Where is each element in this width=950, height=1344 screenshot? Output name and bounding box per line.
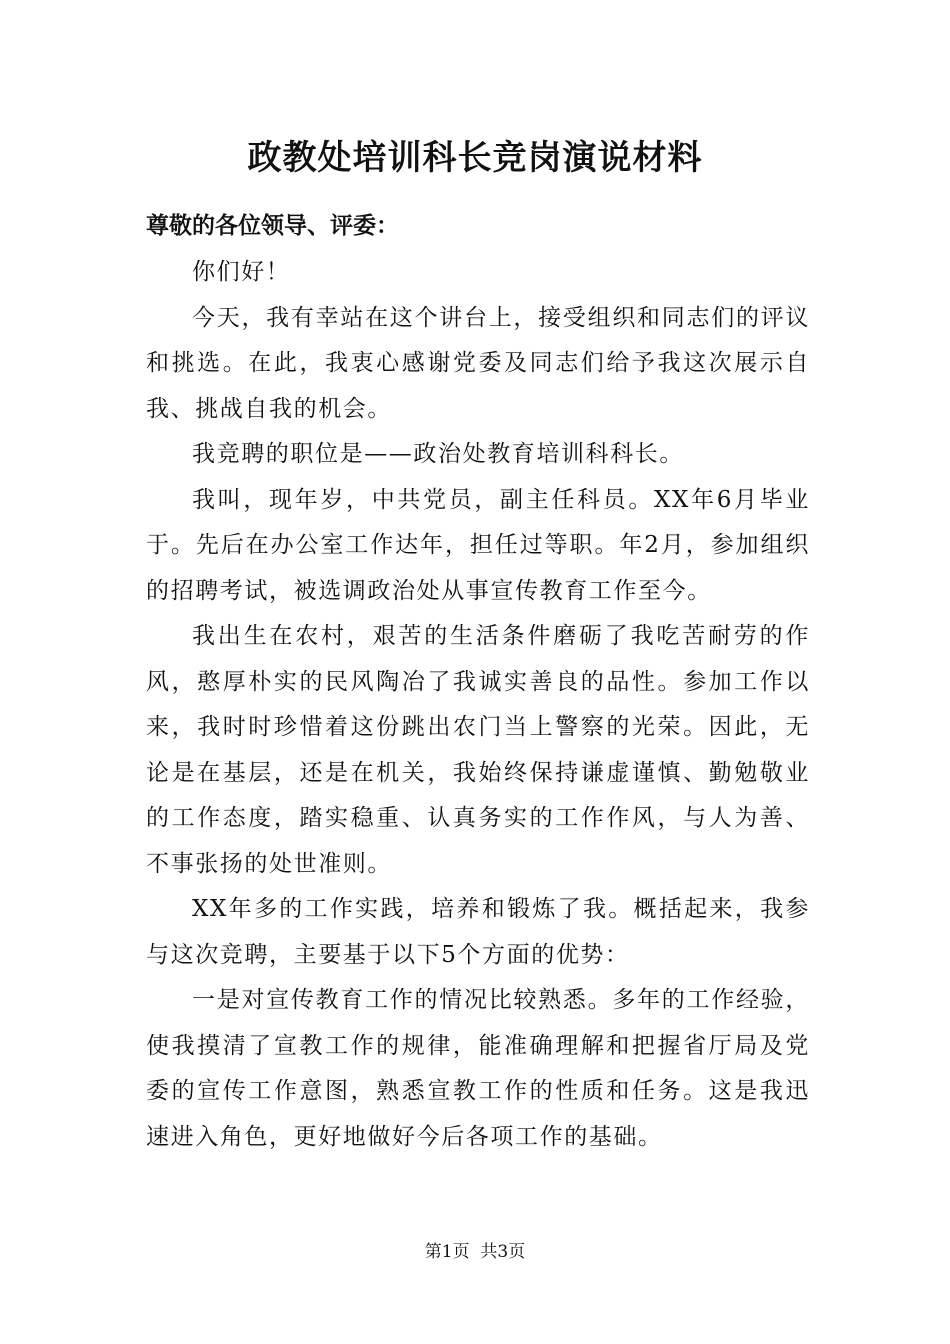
document-body xyxy=(146,206,810,1160)
paragraph-opening: 今天，我有幸站在这个讲台上，接受组织和同志们的评议和挑选。在此，我衷心感谢党委及同志们给予我这次展示自我、挑战自我的机会。 xyxy=(146,304,810,422)
paragraph-greeting: 你们好！ xyxy=(192,259,291,285)
paragraph-advantages-intro: XX年多的工作实践，培养和锻炼了我。概括起来，我参与这次竞聘，主要基于以下5个方面的优势： xyxy=(146,896,810,968)
paragraph-background: 我叫，现年岁，中共党员，副主任科员。XX年6月毕业于。先后在办公室工作达年，担任过等职。年2月，参加组织的招聘考试，被选调政治处从事宣传教育工作至今。 xyxy=(146,486,810,604)
paragraph-position: 我竞聘的职位是——政治处教育培训科科长。 xyxy=(192,441,684,467)
page-footer xyxy=(0,1240,950,1264)
paragraph-advantage-one: 一是对宣传教育工作的情况比较熟悉。多年的工作经验，使我摸清了宣教工作的规律，能准确理解和把握省厅局及党委的宣传工作意图，熟悉宣教工作的性质和任务。这是我迅速进入角色，更好地做好今后各项工作的基础。 xyxy=(146,987,810,1150)
salutation: 尊敬的各位领导、评委： xyxy=(146,212,399,239)
page-number: 第1页 共3页 xyxy=(424,1242,526,1262)
document-title: 政教处培训科长竞岗演说材料 xyxy=(247,138,703,178)
paragraph-character: 我出生在农村，艰苦的生活条件磨砺了我吃苦耐劳的作风，憨厚朴实的民风陶冶了我诚实善良的品性。参加工作以来，我时时珍惜着这份跳出农门当上警察的光荣。因此，无论是在基层，还是在机关，我始终保持谦虚谨慎、勤勉敬业的工作态度，踏实稳重、认真务实的工作作风，与人为善、不事张扬的处世准则。 xyxy=(146,623,810,877)
